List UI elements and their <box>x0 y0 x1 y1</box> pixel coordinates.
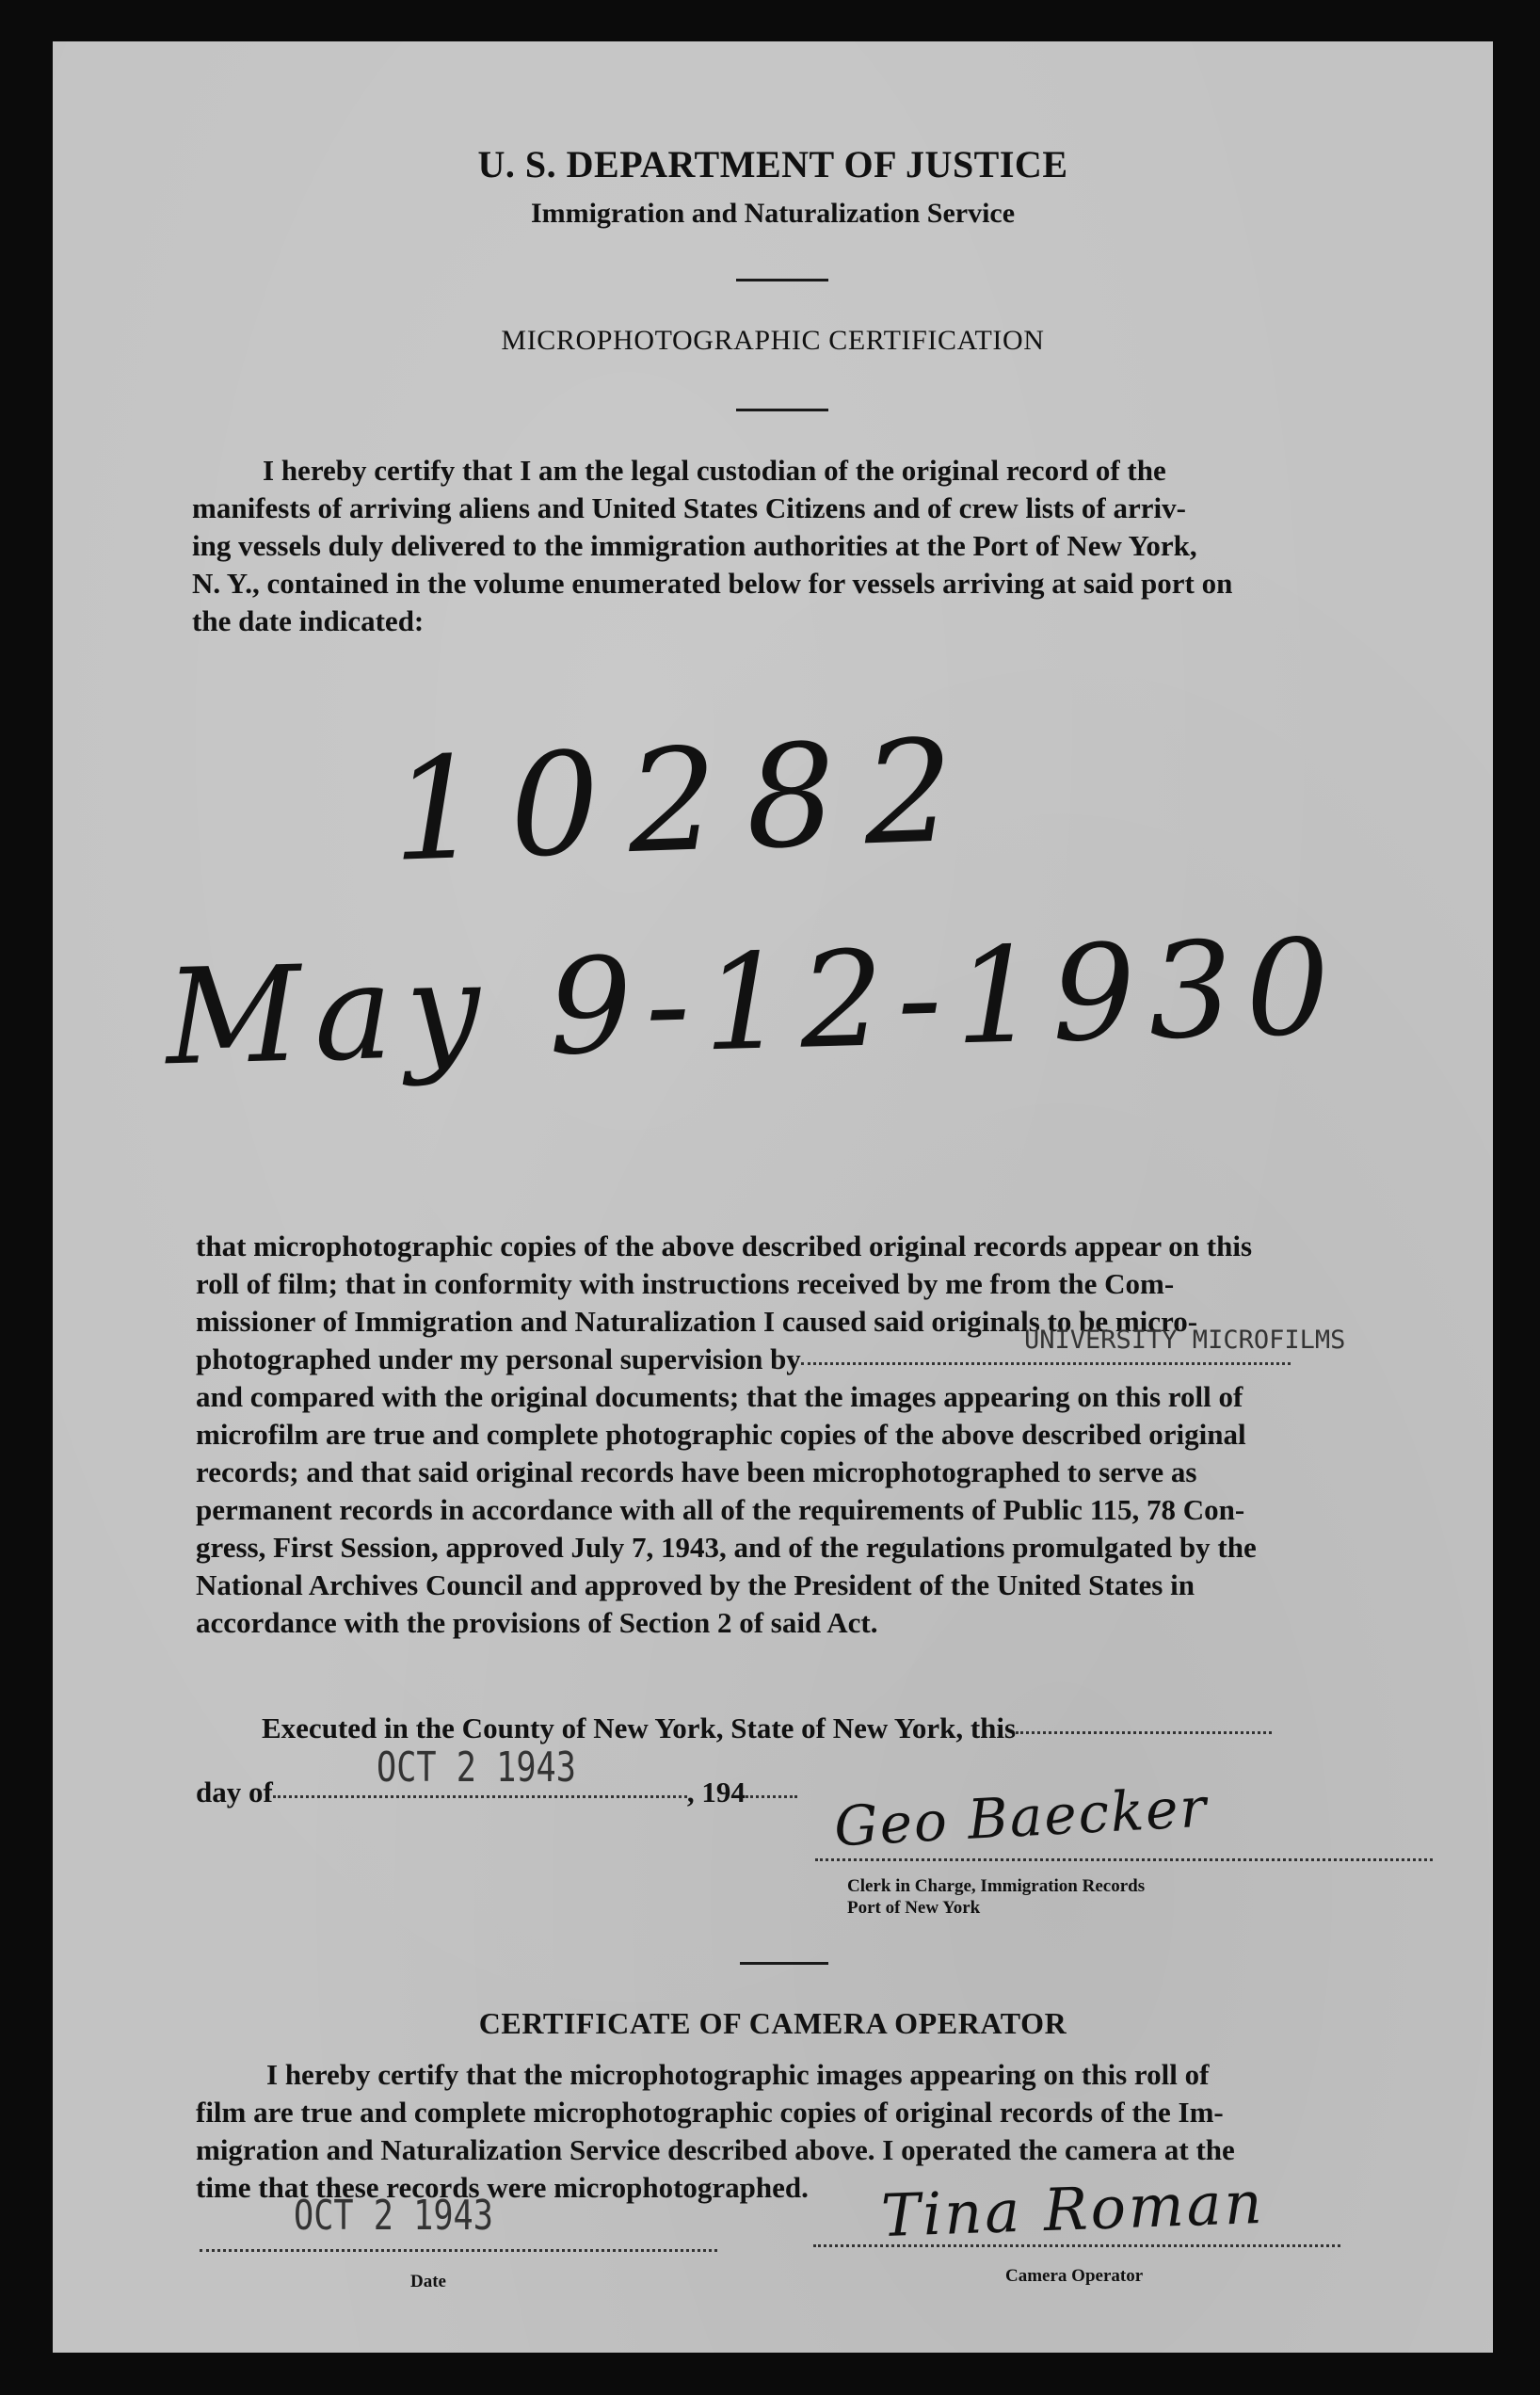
custodian-paragraph <box>192 452 1435 640</box>
paragraph-line: migration and Naturalization Service described above. I operated the camera at the <box>196 2133 1235 2166</box>
paragraph-line: manifests of arriving aliens and United States Citizens and of crew lists of arriv- <box>192 491 1186 524</box>
paragraph-line: time that these records were microphotographed. <box>196 2171 809 2204</box>
paragraph-line: records; and that said original records have been microphotographed to serve as <box>196 1455 1197 1488</box>
paragraph-line: I hereby certify that I am the legal custodian of the original record of the <box>263 454 1166 487</box>
paragraph-line: that microphotographic copies of the above described original records appear on this <box>196 1230 1253 1262</box>
paragraph-line: the date indicated: <box>192 604 425 637</box>
supervision-prefix: photographed under my personal supervision by <box>196 1342 801 1375</box>
certificate-sheet <box>53 41 1493 2353</box>
paragraph-line: accordance with the provisions of Section 2 of said Act. <box>196 1606 878 1639</box>
service-subheading: Immigration and Naturalization Service <box>530 198 1016 229</box>
paragraph-line: microfilm are true and complete photographic copies of the above described original <box>196 1418 1246 1451</box>
year-suffix: , 194 <box>686 1776 746 1808</box>
operator-signature: Tina Roman <box>879 2167 1266 2251</box>
day-of-fill-line <box>273 1795 687 1798</box>
day-of-label: day of <box>196 1776 273 1808</box>
handwritten-date-range: May 9-12-1930 <box>164 910 1345 1096</box>
execution-text: Executed in the County of New York, State of New York, this <box>262 1712 1017 1744</box>
paragraph-line: missioner of Immigration and Naturalization I caused said originals to be micro- <box>196 1305 1198 1338</box>
divider <box>736 409 828 411</box>
supervision-stamp: UNIVERSITY MICROFILMS <box>1024 1326 1346 1355</box>
clerk-title-line: Port of New York <box>847 1898 981 1918</box>
execution-date-stamp: OCT 2 1943 <box>377 1744 576 1792</box>
year-fill-line <box>746 1795 797 1798</box>
clerk-signature-line <box>815 1858 1433 1861</box>
date-line <box>200 2249 717 2252</box>
department-heading: U. S. DEPARTMENT OF JUSTICE <box>477 143 1068 185</box>
divider <box>736 279 828 281</box>
execution-fill-line <box>1016 1731 1272 1734</box>
paragraph-line: roll of film; that in conformity with instructions received by me from the Com- <box>196 1267 1175 1300</box>
supervision-line <box>196 1326 1438 1378</box>
handwritten-volume-number: 10282 <box>389 709 986 893</box>
clerk-title <box>847 1875 1145 1919</box>
copies-paragraph <box>196 1228 1438 1642</box>
paragraph-line: and compared with the original documents; that the images appearing on this roll of <box>196 1380 1243 1413</box>
paragraph-line: gress, First Session, approved July 7, 1943, and of the regulations promulgated by the <box>196 1531 1257 1564</box>
camera-date-stamp: OCT 2 1943 <box>294 2192 493 2240</box>
paragraph-line: National Archives Council and approved by the President of the United States in <box>196 1568 1195 1601</box>
paragraph-line: permanent records in accordance with all of the requirements of Public 115, 78 Con- <box>196 1493 1245 1526</box>
execution-line <box>262 1710 1438 1747</box>
divider <box>740 1962 828 1965</box>
operator-signature-line <box>813 2244 1340 2247</box>
camera-certificate-title: CERTIFICATE OF CAMERA OPERATOR <box>478 2006 1067 2040</box>
paragraph-line: film are true and complete microphotographic copies of original records of the Im- <box>196 2096 1224 2129</box>
supervision-fill-line <box>801 1362 1291 1365</box>
paragraph-line: I hereby certify that the microphotographic images appearing on this roll of <box>266 2058 1210 2091</box>
clerk-title-line: Clerk in Charge, Immigration Records <box>847 1876 1146 1896</box>
clerk-signature: Geo Baecker <box>832 1775 1210 1859</box>
form-title: MICROPHOTOGRAPHIC CERTIFICATION <box>501 325 1045 356</box>
paragraph-line: N. Y., contained in the volume enumerated below for vessels arriving at said port on <box>192 567 1233 600</box>
paragraph-line: ing vessels duly delivered to the immigration authorities at the Port of New York, <box>192 529 1197 562</box>
date-label: Date <box>410 2272 446 2291</box>
operator-label: Camera Operator <box>1005 2266 1144 2286</box>
